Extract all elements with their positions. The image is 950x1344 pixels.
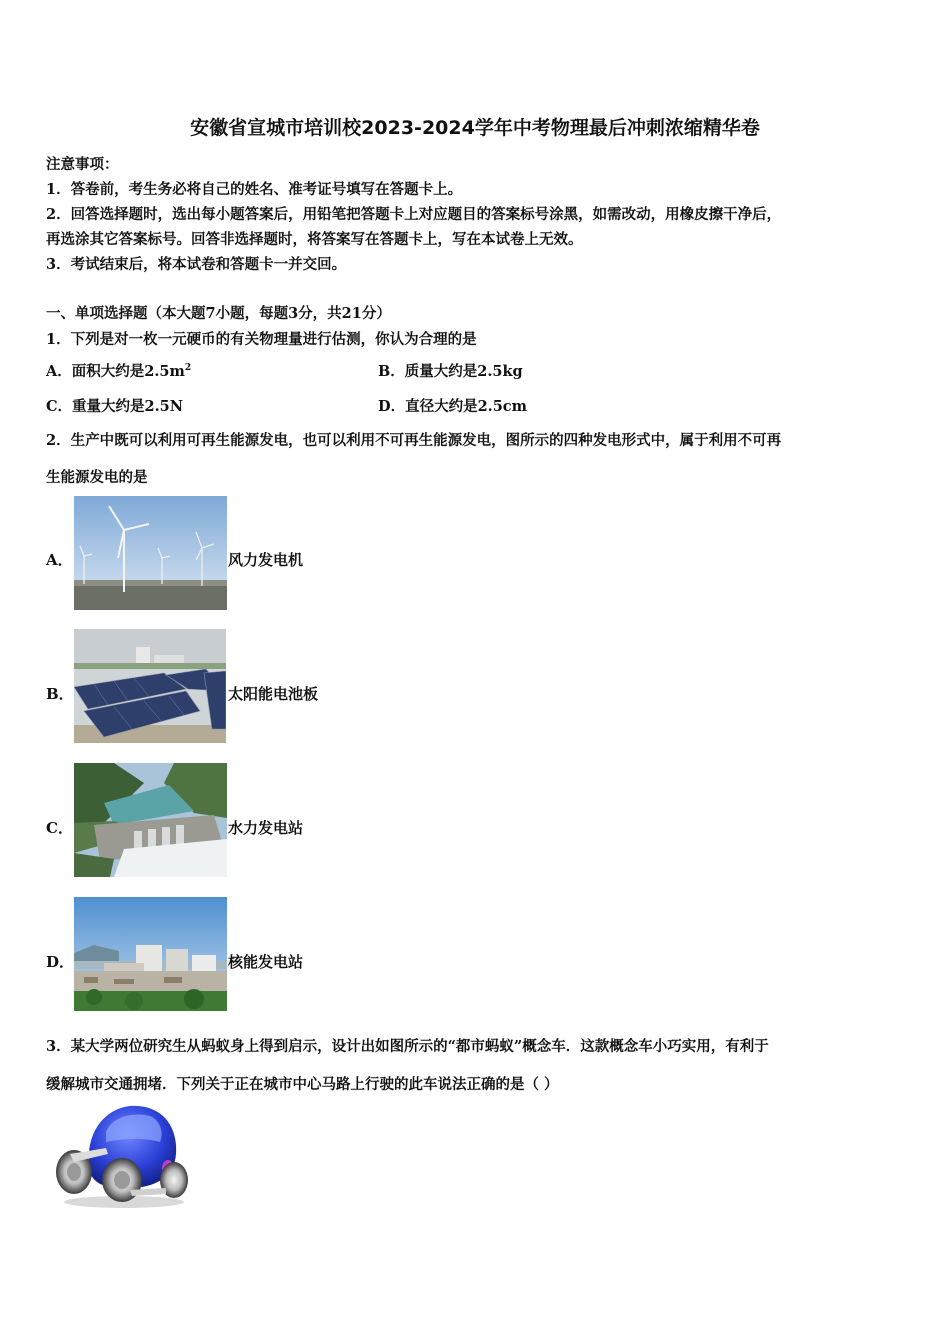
notice-item-1: 1．答卷前，考生务必将自己的姓名、准考证号填写在答题卡上。 xyxy=(46,181,463,198)
wind-turbine-photo xyxy=(74,496,227,610)
concept-car-illustration xyxy=(50,1102,192,1210)
solar-panel-photo xyxy=(74,629,226,743)
page-title: 安徽省宣城市培训校2023-2024学年中考物理最后冲刺浓缩精华卷 xyxy=(190,117,760,139)
q2-option-a-label: 风力发电机 xyxy=(228,551,304,569)
q2-option-b-label: 太阳能电池板 xyxy=(228,685,319,703)
q2-stem-line1: 2．生产中既可以利用可再生能源发电，也可以利用不可再生能源发电，图所示的四种发电形式中，属于利用不可再 xyxy=(46,432,782,449)
notice-item-3: 3．考试结束后，将本试卷和答题卡一并交回。 xyxy=(46,256,347,273)
notice-item-2-cont: 再选涂其它答案标号。回答非选择题时，将答案写在答题卡上，写在本试卷上无效。 xyxy=(46,231,583,248)
q1-option-c: C．重量大约是2.5N xyxy=(46,398,184,415)
nuclear-plant-photo xyxy=(74,897,227,1011)
q1-option-a-sup: 2 xyxy=(184,363,192,374)
q3-stem-line1: 3．某大学两位研究生从蚂蚁身上得到启示，设计出如图所示的“都市蚂蚁”概念车．这款概念车小巧实用，有利于 xyxy=(46,1038,769,1055)
q1-option-b: B．质量大约是2.5kg xyxy=(378,363,523,380)
q2-option-d-letter: D． xyxy=(46,953,75,971)
section-heading: 一、单项选择题（本大题7小题，每题3分，共21分） xyxy=(46,305,391,322)
q2-option-d-label: 核能发电站 xyxy=(228,953,304,971)
notice-heading: 注意事项： xyxy=(46,156,119,173)
q1-stem: 1．下列是对一枚一元硬币的有关物理量进行估测，你认为合理的是 xyxy=(46,331,477,348)
q2-option-c-label: 水力发电站 xyxy=(228,819,304,837)
q1-option-a xyxy=(46,360,191,381)
notice-item-2: 2．回答选择题时，选出每小题答案后，用铅笔把答题卡上对应题目的答案标号涂黑，如需改动，用橡皮擦干净后， xyxy=(46,206,782,223)
q2-stem-line2: 生能源发电的是 xyxy=(46,469,148,486)
q1-option-a-text: A．面积大约是2.5m xyxy=(46,363,185,380)
q2-option-c-letter: C． xyxy=(46,819,73,837)
q2-option-b-letter: B． xyxy=(46,685,74,703)
q3-stem-line2: 缓解城市交通拥堵．下列关于正在城市中心马路上行驶的此车说法正确的是（ ） xyxy=(46,1076,559,1093)
q1-option-d: D．直径大约是2.5cm xyxy=(378,398,527,415)
hydro-dam-photo xyxy=(74,763,227,877)
q2-option-a-letter: A． xyxy=(46,551,73,569)
